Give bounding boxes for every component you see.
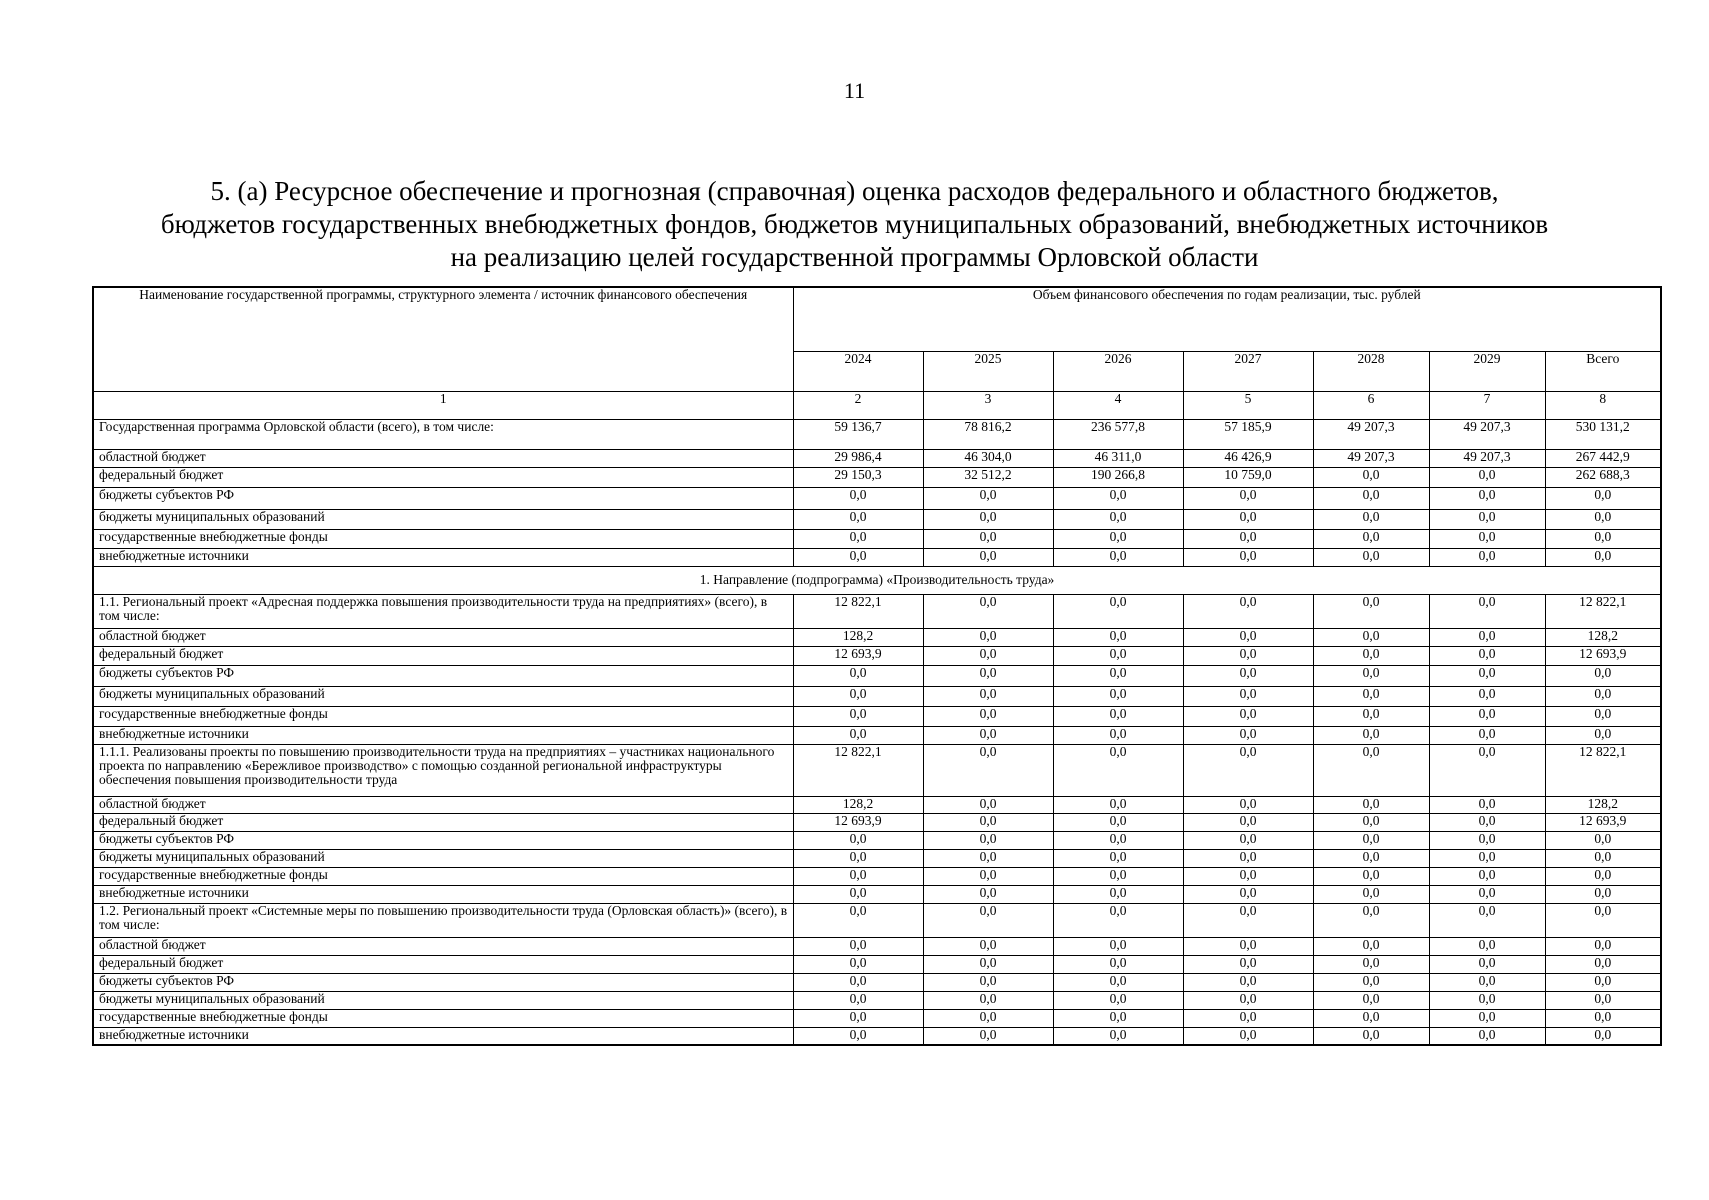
- value-cell: 0,0: [1313, 796, 1429, 813]
- value-cell: 12 822,1: [793, 744, 923, 796]
- row-label: 1.1. Региональный проект «Адресная поддержка повышения производительности труда на предприятиях» (всего), в том числе:: [93, 594, 793, 628]
- value-cell: 0,0: [923, 548, 1053, 566]
- value-cell: 0,0: [1313, 594, 1429, 628]
- row-label: Государственная программа Орловской области (всего), в том числе:: [93, 419, 793, 449]
- header-year: 2027: [1183, 351, 1313, 391]
- value-cell: 0,0: [1053, 937, 1183, 955]
- value-cell: 0,0: [793, 1009, 923, 1027]
- column-number: 6: [1313, 391, 1429, 419]
- table-row: [93, 1009, 1661, 1027]
- value-cell: 0,0: [1053, 885, 1183, 903]
- value-cell: 0,0: [1183, 796, 1313, 813]
- column-number: 2: [793, 391, 923, 419]
- value-cell: 12 693,9: [1545, 646, 1661, 665]
- value-cell: 0,0: [1429, 686, 1545, 706]
- value-cell: 0,0: [1313, 867, 1429, 885]
- table-row: [93, 903, 1661, 937]
- value-cell: 0,0: [1545, 665, 1661, 686]
- row-label: внебюджетные источники: [93, 1027, 793, 1045]
- title-line-3: на реализацию целей государственной программы Орловской области: [450, 242, 1259, 272]
- value-cell: 0,0: [793, 903, 923, 937]
- table-row: [93, 467, 1661, 487]
- row-label: бюджеты муниципальных образований: [93, 849, 793, 867]
- header-year: 2029: [1429, 351, 1545, 391]
- value-cell: 57 185,9: [1183, 419, 1313, 449]
- value-cell: 0,0: [1429, 955, 1545, 973]
- value-cell: 0,0: [1545, 849, 1661, 867]
- value-cell: 49 207,3: [1429, 419, 1545, 449]
- value-cell: 0,0: [1545, 885, 1661, 903]
- value-cell: 0,0: [1053, 706, 1183, 726]
- value-cell: 0,0: [793, 706, 923, 726]
- value-cell: 0,0: [793, 487, 923, 509]
- value-cell: 0,0: [923, 646, 1053, 665]
- value-cell: 0,0: [1313, 813, 1429, 831]
- value-cell: 0,0: [1053, 646, 1183, 665]
- value-cell: 0,0: [793, 991, 923, 1009]
- value-cell: 0,0: [1429, 487, 1545, 509]
- row-label: бюджеты субъектов РФ: [93, 487, 793, 509]
- value-cell: 0,0: [1429, 903, 1545, 937]
- table-row: [93, 449, 1661, 467]
- value-cell: 0,0: [1053, 487, 1183, 509]
- row-label: областной бюджет: [93, 937, 793, 955]
- value-cell: 0,0: [793, 686, 923, 706]
- row-label: 1.2. Региональный проект «Системные меры по повышению производительности труда (Орловская область)» (всего), в том числе:: [93, 903, 793, 937]
- row-label: областной бюджет: [93, 796, 793, 813]
- row-label: федеральный бюджет: [93, 467, 793, 487]
- value-cell: 0,0: [923, 885, 1053, 903]
- value-cell: 0,0: [1545, 991, 1661, 1009]
- header-total: Всего: [1545, 351, 1661, 391]
- table-row: [93, 991, 1661, 1009]
- value-cell: 12 693,9: [1545, 813, 1661, 831]
- value-cell: 0,0: [923, 937, 1053, 955]
- value-cell: 0,0: [923, 813, 1053, 831]
- table-row: [93, 796, 1661, 813]
- value-cell: 0,0: [1183, 726, 1313, 744]
- value-cell: 0,0: [1313, 903, 1429, 937]
- table-row: [93, 726, 1661, 744]
- table-row: [93, 548, 1661, 566]
- value-cell: 0,0: [793, 831, 923, 849]
- value-cell: 0,0: [1183, 831, 1313, 849]
- value-cell: 0,0: [1313, 744, 1429, 796]
- value-cell: 10 759,0: [1183, 467, 1313, 487]
- value-cell: 0,0: [923, 991, 1053, 1009]
- value-cell: 0,0: [1429, 937, 1545, 955]
- value-cell: 0,0: [1545, 1009, 1661, 1027]
- value-cell: 0,0: [1429, 991, 1545, 1009]
- table-row: [93, 706, 1661, 726]
- value-cell: 0,0: [1313, 885, 1429, 903]
- value-cell: 0,0: [1313, 937, 1429, 955]
- value-cell: 0,0: [1183, 665, 1313, 686]
- table-row: [93, 529, 1661, 548]
- row-label: внебюджетные источники: [93, 885, 793, 903]
- value-cell: 0,0: [1545, 529, 1661, 548]
- value-cell: 0,0: [1429, 1027, 1545, 1045]
- value-cell: 0,0: [923, 665, 1053, 686]
- value-cell: 0,0: [923, 529, 1053, 548]
- value-cell: 0,0: [793, 509, 923, 529]
- value-cell: 0,0: [793, 1027, 923, 1045]
- value-cell: 0,0: [923, 594, 1053, 628]
- value-cell: 0,0: [1183, 813, 1313, 831]
- value-cell: 0,0: [1313, 1027, 1429, 1045]
- row-label: бюджеты муниципальных образований: [93, 686, 793, 706]
- value-cell: 0,0: [1053, 594, 1183, 628]
- section-title: 1. Направление (подпрограмма) «Производительность труда»: [93, 566, 1661, 594]
- value-cell: 0,0: [1429, 467, 1545, 487]
- value-cell: 0,0: [1429, 849, 1545, 867]
- value-cell: 0,0: [923, 487, 1053, 509]
- value-cell: 0,0: [923, 867, 1053, 885]
- value-cell: 0,0: [923, 726, 1053, 744]
- value-cell: 0,0: [1183, 548, 1313, 566]
- value-cell: 0,0: [1429, 973, 1545, 991]
- value-cell: 0,0: [1183, 706, 1313, 726]
- value-cell: 0,0: [923, 744, 1053, 796]
- value-cell: 0,0: [1545, 903, 1661, 937]
- table-row: [93, 594, 1661, 628]
- value-cell: 0,0: [1313, 529, 1429, 548]
- value-cell: 0,0: [1313, 973, 1429, 991]
- value-cell: 0,0: [1545, 955, 1661, 973]
- value-cell: 0,0: [1545, 686, 1661, 706]
- value-cell: 0,0: [1053, 991, 1183, 1009]
- value-cell: 32 512,2: [923, 467, 1053, 487]
- value-cell: 0,0: [1313, 955, 1429, 973]
- value-cell: 0,0: [793, 849, 923, 867]
- row-label: федеральный бюджет: [93, 646, 793, 665]
- value-cell: 0,0: [1183, 686, 1313, 706]
- value-cell: 0,0: [1053, 973, 1183, 991]
- value-cell: 12 822,1: [1545, 594, 1661, 628]
- column-number: 4: [1053, 391, 1183, 419]
- row-label: бюджеты муниципальных образований: [93, 509, 793, 529]
- row-label: бюджеты субъектов РФ: [93, 665, 793, 686]
- value-cell: 0,0: [1545, 867, 1661, 885]
- value-cell: 0,0: [923, 831, 1053, 849]
- value-cell: 0,0: [1545, 509, 1661, 529]
- value-cell: 0,0: [1183, 1027, 1313, 1045]
- value-cell: 0,0: [1313, 548, 1429, 566]
- value-cell: 0,0: [793, 955, 923, 973]
- value-cell: 0,0: [923, 1009, 1053, 1027]
- value-cell: 0,0: [1183, 646, 1313, 665]
- value-cell: 0,0: [1429, 1009, 1545, 1027]
- value-cell: 0,0: [1545, 937, 1661, 955]
- value-cell: 0,0: [1183, 955, 1313, 973]
- value-cell: 0,0: [793, 726, 923, 744]
- value-cell: 0,0: [923, 706, 1053, 726]
- value-cell: 0,0: [1053, 548, 1183, 566]
- value-cell: 0,0: [793, 937, 923, 955]
- value-cell: 46 304,0: [923, 449, 1053, 467]
- value-cell: 267 442,9: [1545, 449, 1661, 467]
- value-cell: 0,0: [1183, 1009, 1313, 1027]
- value-cell: 0,0: [1313, 487, 1429, 509]
- value-cell: 0,0: [923, 955, 1053, 973]
- table-row: [93, 686, 1661, 706]
- value-cell: 0,0: [1183, 509, 1313, 529]
- column-number: 1: [93, 391, 793, 419]
- value-cell: 262 688,3: [1545, 467, 1661, 487]
- value-cell: 0,0: [1053, 686, 1183, 706]
- row-label: федеральный бюджет: [93, 813, 793, 831]
- value-cell: 0,0: [1545, 831, 1661, 849]
- table-row: [93, 509, 1661, 529]
- value-cell: 0,0: [923, 903, 1053, 937]
- value-cell: 0,0: [1545, 706, 1661, 726]
- value-cell: 78 816,2: [923, 419, 1053, 449]
- value-cell: 0,0: [1313, 726, 1429, 744]
- value-cell: 0,0: [923, 849, 1053, 867]
- value-cell: 0,0: [1313, 991, 1429, 1009]
- table-row: [93, 955, 1661, 973]
- value-cell: 0,0: [1053, 509, 1183, 529]
- value-cell: 0,0: [1053, 1009, 1183, 1027]
- value-cell: 0,0: [1429, 628, 1545, 646]
- value-cell: 0,0: [1053, 726, 1183, 744]
- row-label: бюджеты субъектов РФ: [93, 831, 793, 849]
- value-cell: 0,0: [1545, 548, 1661, 566]
- column-number: 3: [923, 391, 1053, 419]
- value-cell: 0,0: [1545, 487, 1661, 509]
- row-label: государственные внебюджетные фонды: [93, 529, 793, 548]
- value-cell: 0,0: [1183, 867, 1313, 885]
- value-cell: 0,0: [1429, 548, 1545, 566]
- value-cell: 128,2: [793, 796, 923, 813]
- value-cell: 0,0: [1183, 744, 1313, 796]
- table-row: [93, 628, 1661, 646]
- value-cell: 12 693,9: [793, 646, 923, 665]
- column-number: 5: [1183, 391, 1313, 419]
- value-cell: 0,0: [1429, 831, 1545, 849]
- value-cell: 29 150,3: [793, 467, 923, 487]
- table-row: [93, 1027, 1661, 1045]
- value-cell: 0,0: [1183, 849, 1313, 867]
- value-cell: 0,0: [1053, 665, 1183, 686]
- value-cell: 0,0: [793, 885, 923, 903]
- value-cell: 12 822,1: [1545, 744, 1661, 796]
- table-row: [93, 885, 1661, 903]
- value-cell: 0,0: [1313, 706, 1429, 726]
- table-row: [93, 487, 1661, 509]
- value-cell: 59 136,7: [793, 419, 923, 449]
- row-label: бюджеты субъектов РФ: [93, 973, 793, 991]
- value-cell: 0,0: [1053, 849, 1183, 867]
- value-cell: 0,0: [923, 973, 1053, 991]
- value-cell: 0,0: [1183, 973, 1313, 991]
- value-cell: 49 207,3: [1313, 449, 1429, 467]
- value-cell: 0,0: [793, 548, 923, 566]
- table-row: [93, 813, 1661, 831]
- row-label: государственные внебюджетные фонды: [93, 867, 793, 885]
- value-cell: 128,2: [1545, 796, 1661, 813]
- header-volume: Объем финансового обеспечения по годам реализации, тыс. рублей: [793, 287, 1661, 351]
- value-cell: 49 207,3: [1429, 449, 1545, 467]
- table-row: [93, 744, 1661, 796]
- table-row: [93, 867, 1661, 885]
- value-cell: 0,0: [1183, 628, 1313, 646]
- value-cell: 0,0: [1313, 849, 1429, 867]
- value-cell: 0,0: [1545, 973, 1661, 991]
- header-name: Наименование государственной программы, структурного элемента / источник финансового обеспечения: [93, 287, 793, 391]
- value-cell: 0,0: [1313, 628, 1429, 646]
- value-cell: 0,0: [1053, 628, 1183, 646]
- table-row: [93, 665, 1661, 686]
- value-cell: 0,0: [923, 509, 1053, 529]
- value-cell: 46 311,0: [1053, 449, 1183, 467]
- value-cell: 0,0: [1053, 744, 1183, 796]
- value-cell: 0,0: [1429, 867, 1545, 885]
- value-cell: 0,0: [1053, 1027, 1183, 1045]
- table-row: [93, 973, 1661, 991]
- title-line-2: бюджетов государственных внебюджетных фондов, бюджетов муниципальных образований, внебюджетных источников: [160, 209, 1549, 239]
- value-cell: 0,0: [1429, 796, 1545, 813]
- header-year: 2028: [1313, 351, 1429, 391]
- value-cell: 0,0: [923, 796, 1053, 813]
- table-row: [93, 419, 1661, 449]
- column-number: 7: [1429, 391, 1545, 419]
- value-cell: 0,0: [1183, 937, 1313, 955]
- value-cell: 0,0: [1313, 1009, 1429, 1027]
- value-cell: 190 266,8: [1053, 467, 1183, 487]
- row-label: бюджеты муниципальных образований: [93, 991, 793, 1009]
- value-cell: 0,0: [1313, 686, 1429, 706]
- row-label: федеральный бюджет: [93, 955, 793, 973]
- value-cell: 0,0: [1429, 665, 1545, 686]
- value-cell: 0,0: [1429, 706, 1545, 726]
- value-cell: 236 577,8: [1053, 419, 1183, 449]
- value-cell: 0,0: [1053, 867, 1183, 885]
- row-label: государственные внебюджетные фонды: [93, 706, 793, 726]
- value-cell: 49 207,3: [1313, 419, 1429, 449]
- row-label: областной бюджет: [93, 449, 793, 467]
- value-cell: 0,0: [1313, 665, 1429, 686]
- value-cell: 0,0: [1053, 831, 1183, 849]
- value-cell: 0,0: [923, 628, 1053, 646]
- value-cell: 0,0: [1429, 509, 1545, 529]
- value-cell: 0,0: [1429, 529, 1545, 548]
- value-cell: 0,0: [1429, 594, 1545, 628]
- value-cell: 0,0: [1429, 885, 1545, 903]
- value-cell: 0,0: [1545, 726, 1661, 744]
- row-label: внебюджетные источники: [93, 726, 793, 744]
- table-row: [93, 831, 1661, 849]
- value-cell: 0,0: [1429, 744, 1545, 796]
- row-label: государственные внебюджетные фонды: [93, 1009, 793, 1027]
- value-cell: 0,0: [1313, 509, 1429, 529]
- header-year: 2024: [793, 351, 923, 391]
- value-cell: 0,0: [1053, 955, 1183, 973]
- row-label: внебюджетные источники: [93, 548, 793, 566]
- value-cell: 0,0: [1183, 487, 1313, 509]
- value-cell: 12 693,9: [793, 813, 923, 831]
- value-cell: 0,0: [1183, 903, 1313, 937]
- value-cell: 530 131,2: [1545, 419, 1661, 449]
- value-cell: 0,0: [1183, 529, 1313, 548]
- value-cell: 128,2: [1545, 628, 1661, 646]
- value-cell: 12 822,1: [793, 594, 923, 628]
- value-cell: 0,0: [1053, 529, 1183, 548]
- table-row: [93, 937, 1661, 955]
- value-cell: 128,2: [793, 628, 923, 646]
- value-cell: 0,0: [1429, 646, 1545, 665]
- value-cell: 0,0: [793, 867, 923, 885]
- table-row: [93, 646, 1661, 665]
- value-cell: 0,0: [793, 529, 923, 548]
- value-cell: 0,0: [1313, 467, 1429, 487]
- value-cell: 0,0: [1053, 813, 1183, 831]
- value-cell: 0,0: [1313, 646, 1429, 665]
- section-row: [93, 566, 1661, 594]
- header-year: 2025: [923, 351, 1053, 391]
- value-cell: 0,0: [1183, 594, 1313, 628]
- row-label: областной бюджет: [93, 628, 793, 646]
- row-label: 1.1.1. Реализованы проекты по повышению производительности труда на предприятиях – участниках национального проекта по направлению «Бережливое производство» с помощью созданной региональной инфраструктуры обеспечения повышения производительности труда: [93, 744, 793, 796]
- value-cell: 46 426,9: [1183, 449, 1313, 467]
- value-cell: 0,0: [793, 665, 923, 686]
- value-cell: 29 986,4: [793, 449, 923, 467]
- column-number: 8: [1545, 391, 1661, 419]
- document-title: [60, 175, 1649, 274]
- value-cell: 0,0: [1545, 1027, 1661, 1045]
- value-cell: 0,0: [1183, 991, 1313, 1009]
- header-year: 2026: [1053, 351, 1183, 391]
- resource-table: [92, 286, 1662, 1046]
- value-cell: 0,0: [1429, 726, 1545, 744]
- value-cell: 0,0: [1053, 796, 1183, 813]
- value-cell: 0,0: [1429, 813, 1545, 831]
- page-number: 11: [843, 78, 866, 103]
- value-cell: 0,0: [1183, 885, 1313, 903]
- value-cell: 0,0: [923, 1027, 1053, 1045]
- value-cell: 0,0: [923, 686, 1053, 706]
- value-cell: 0,0: [1053, 903, 1183, 937]
- table-row: [93, 849, 1661, 867]
- title-line-1: 5. (а) Ресурсное обеспечение и прогнозная (справочная) оценка расходов федерального и областного бюджетов,: [210, 176, 1499, 206]
- value-cell: 0,0: [793, 973, 923, 991]
- value-cell: 0,0: [1313, 831, 1429, 849]
